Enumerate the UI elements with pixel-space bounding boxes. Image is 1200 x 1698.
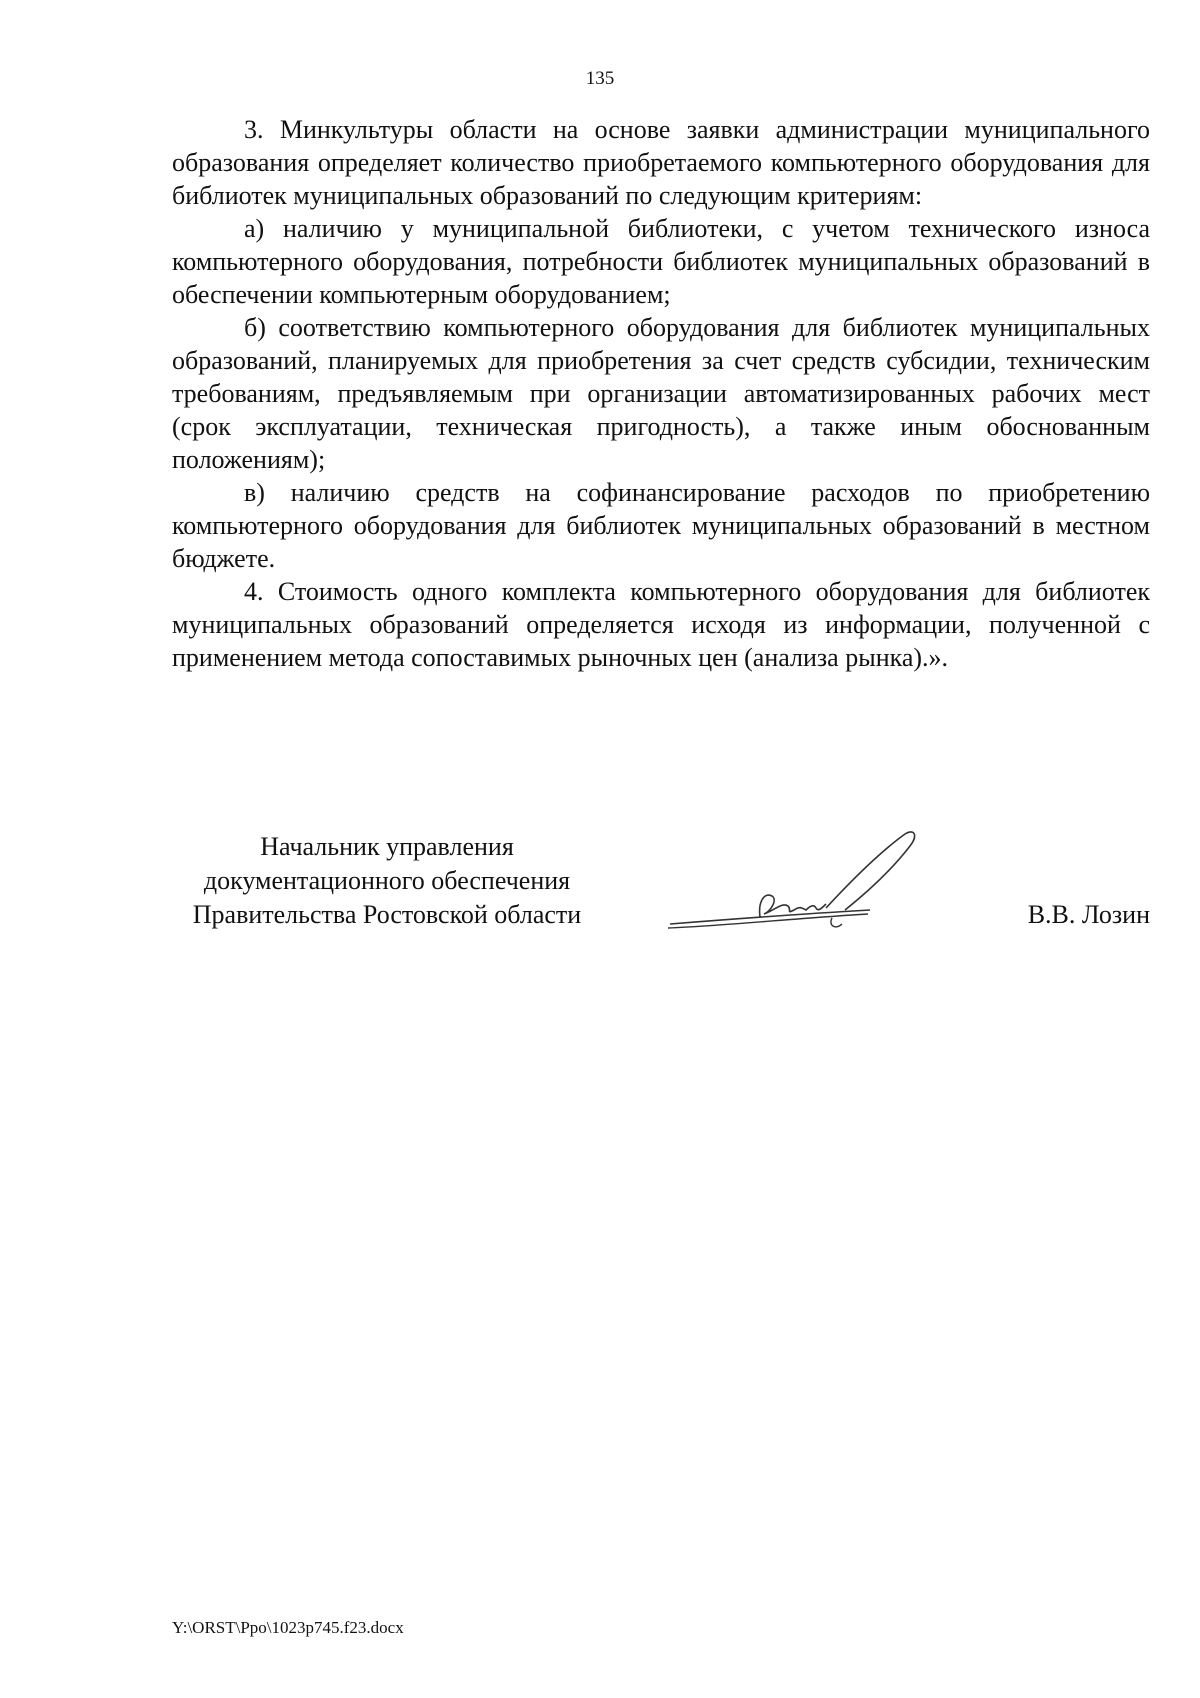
paragraph-4: 4. Стоимость одного комплекта компьютерного оборудования для библиотек муниципальных образований определяется исходя из информации, полученной с применением метода сопоставимых рыночных цен (анализа рынка).». (172, 577, 1150, 672)
page-number: 135 (585, 68, 615, 89)
file-path: Y:\ORST\Ppo\1023p745.f23.docx (172, 1618, 404, 1637)
paragraph-v: в) наличию средств на софинансирование расходов по приобретению компьютерного оборудования для библиотек муниципальных образований в местном бюджете. (172, 478, 1150, 573)
signatory-title (172, 830, 602, 932)
document-body (172, 113, 1150, 674)
signatory-title-line: Начальник управления (260, 832, 514, 861)
signatory-title-line: Правительства Ростовской области (192, 900, 582, 929)
paragraph-3: 3. Минкультуры области на основе заявки администрации муниципального образования определяет количество приобретаемого компьютерного оборудования для библиотек муниципальных образований по следующим критериям: (172, 115, 1150, 210)
signatory-name: В.В. Лозин (1027, 900, 1150, 929)
signature-block (172, 830, 1150, 950)
paragraph-a: а) наличию у муниципальной библиотеки, с учетом технического износа компьютерного оборудования, потребности библиотек муниципальных образований в обеспечении компьютерным оборудованием; (172, 214, 1150, 309)
handwritten-signature-icon (660, 822, 930, 942)
paragraph-b: б) соответствию компьютерного оборудования для библиотек муниципальных образований, планируемых для приобретения за счет средств субсидии, техническим требованиям, предъявляемым при организации автоматизированных рабочих мест (срок эксплуатации, техническая пригодность), а также иным обоснованным положениям); (172, 313, 1150, 474)
signatory-title-line: документационного обеспечения (203, 866, 571, 895)
